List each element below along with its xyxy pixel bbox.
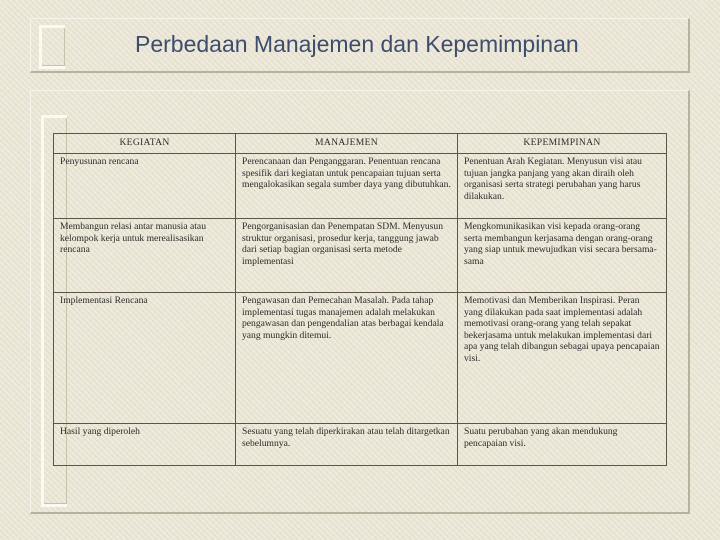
- cell-manajemen: Sesuatu yang telah diperkirakan atau telah ditargetkan sebelumnya.: [236, 424, 458, 466]
- cell-kegiatan: Membangun relasi antar manusia atau kelompok kerja untuk merealisasikan rencana: [54, 219, 236, 293]
- cell-kegiatan: Hasil yang diperoleh: [54, 424, 236, 466]
- cell-kepemimpinan: Memotivasi dan Memberikan Inspirasi. Peran yang dilakukan pada saat implementasi adalah memotivasi orang-orang yang telah sepakat bekerjasama untuk melakukan implementasi dari apa yang telah dibangun sebagai upaya pencapaian visi.: [458, 293, 667, 424]
- cell-kegiatan: Penyusunan rencana: [54, 154, 236, 219]
- comparison-table: [53, 133, 667, 466]
- table-header-row: [54, 134, 667, 154]
- cell-manajemen: Pengorganisasian dan Penempatan SDM. Menyusun struktur organisasi, prosedur kerja, tanggung jawab dari setiap bagian organisasi serta metode implementasi: [236, 219, 458, 293]
- header-manajemen: MANAJEMEN: [236, 134, 458, 154]
- table-row: [54, 219, 667, 293]
- table-row: [54, 424, 667, 466]
- title-panel: [30, 18, 690, 73]
- cell-manajemen: Pengawasan dan Pemecahan Masalah. Pada tahap implementasi tugas manajemen adalah melakukan pengawasan dan pengendalian atas berbagai kendala yang mungkin ditemui.: [236, 293, 458, 424]
- header-kegiatan: KEGIATAN: [54, 134, 236, 154]
- table-row: [54, 154, 667, 219]
- cell-manajemen: Perencanaan dan Penganggaran. Penentuan rencana spesifik dari kegiatan untuk pencapaian tujuan serta mengalokasikan segala sumber daya yang dibutuhkan.: [236, 154, 458, 219]
- title-bracket-decoration: [39, 25, 65, 69]
- cell-kepemimpinan: Suatu perubahan yang akan mendukung pencapaian visi.: [458, 424, 667, 466]
- cell-kepemimpinan: Penentuan Arah Kegiatan. Menyusun visi atau tujuan jangka panjang yang akan diraih oleh organisasi serta strategi perubahan yang harus dilakukan.: [458, 154, 667, 219]
- table-row: [54, 293, 667, 424]
- cell-kegiatan: Implementasi Rencana: [54, 293, 236, 424]
- slide-title: Perbedaan Manajemen dan Kepemimpinan: [135, 31, 579, 57]
- header-kepemimpinan: KEPEMIMPINAN: [458, 134, 667, 154]
- cell-kepemimpinan: Mengkomunikasikan visi kepada orang-orang serta membangun kerjasama dengan orang-orang yang siap untuk mewujudkan visi secara bersama-sama: [458, 219, 667, 293]
